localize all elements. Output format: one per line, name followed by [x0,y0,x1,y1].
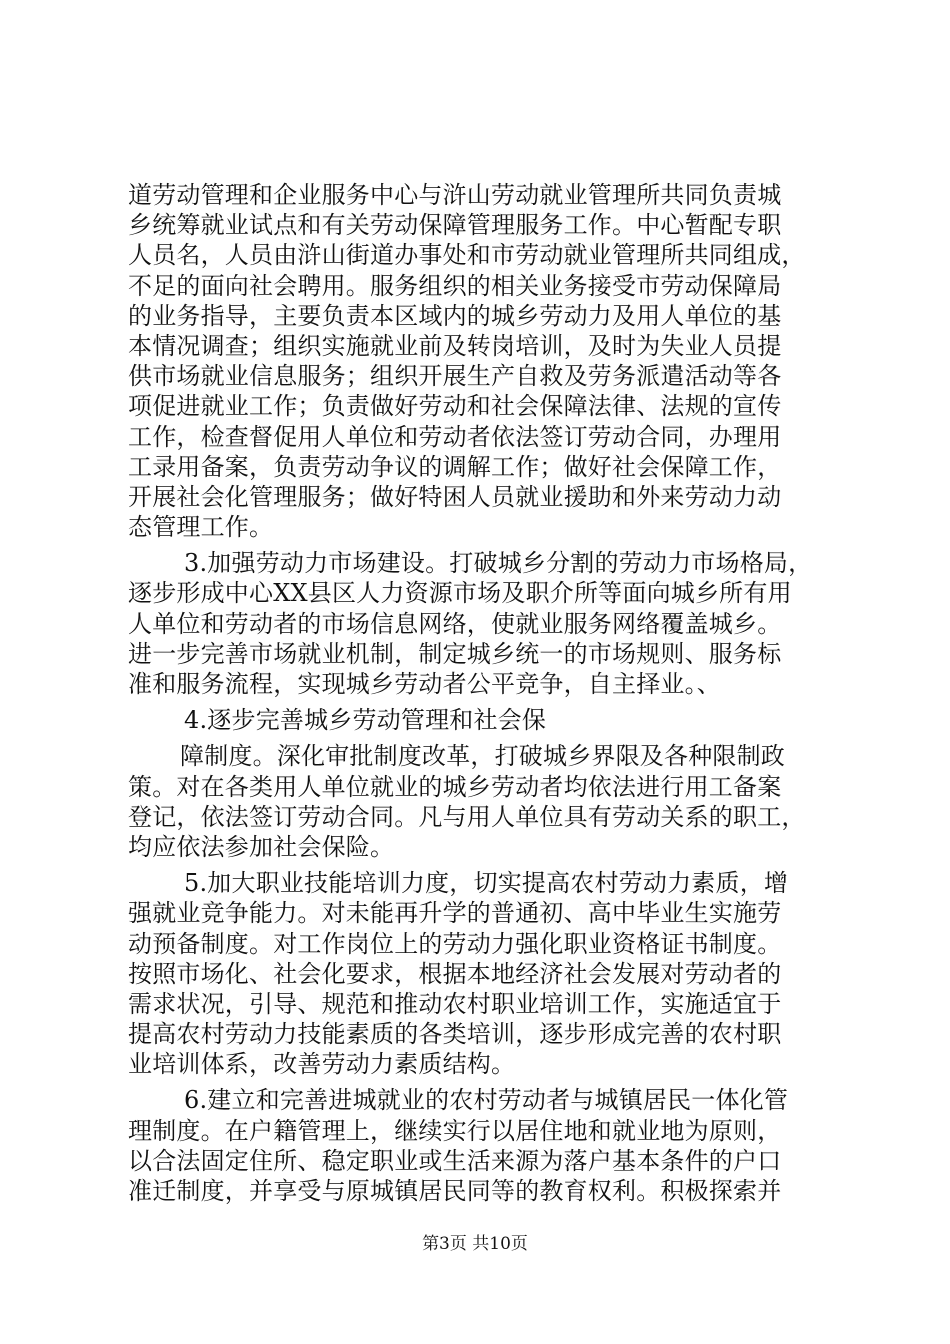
paragraph-6-start: 6.建立和完善进城就业的农村劳动者与城镇居民一体化管 [184,1086,789,1115]
paragraph-3-start: 3.加强劳动力市场建设。打破城乡分割的劳动力市场格局， [184,549,813,578]
text-line: 人员名，人员由浒山街道办事处和市劳动就业管理所共同组成， [128,241,806,270]
text-line: 进一步完善市场就业机制，制定城乡统一的市场规则、服务标 [128,639,782,668]
text-line: 本情况调查；组织实施就业前及转岗培训，及时为失业人员提 [128,331,782,360]
page-number-footer: 第3页 共10页 [422,1234,528,1254]
text-line: 策。对在各类用人单位就业的城乡劳动者均依法进行用工备案 [128,772,782,801]
text-line: 均应依法参加社会保险。 [128,832,395,861]
text-line: 不足的面向社会聘用。服务组织的相关业务接受市劳动保障局 [128,271,782,300]
text-line: 登记，依法签订劳动合同。凡与用人单位具有劳动关系的职工， [128,802,806,831]
text-line: 开展社会化管理服务；做好特困人员就业援助和外来劳动力动 [128,482,782,511]
text-line: 的业务指导，主要负责本区域内的城乡劳动力及用人单位的基 [128,301,782,330]
text-line: 需求状况，引导、规范和推动农村职业培训工作，实施适宜于 [128,989,782,1018]
text-line: 业培训体系，改善劳动力素质结构。 [128,1050,516,1079]
document-body [128,180,838,1206]
paragraph-4-start: 障制度。深化审批制度改革，打破城乡界限及各种限制政 [180,742,785,771]
text-line: 态管理工作。 [128,513,274,542]
text-line: 供市场就业信息服务；组织开展生产自救及劳务派遣活动等各 [128,362,782,391]
text-line: 理制度。在户籍管理上，继续实行以居住地和就业地为原则， [128,1116,782,1145]
text-line: 以合法固定住所、稳定职业或生活来源为落户基本条件的户口 [128,1146,782,1175]
text-line: 乡统筹就业试点和有关劳动保障管理服务工作。中心暂配专职 [128,211,782,240]
paragraph-4-heading: 4.逐步完善城乡劳动管理和社会保 [184,706,547,735]
text-line: 工录用备案，负责劳动争议的调解工作；做好社会保障工作， [128,452,782,481]
text-line: 按照市场化、社会化要求，根据本地经济社会发展对劳动者的 [128,959,782,988]
paragraph-5-start: 5.加大职业技能培训力度，切实提高农村劳动力素质，增 [184,869,789,898]
text-line: 逐步形成中心XX县区人力资源市场及职介所等面向城乡所有用 [128,579,792,608]
text-line: 准和服务流程，实现城乡劳动者公平竞争，自主择业。、 [128,670,721,698]
text-line: 道劳动管理和企业服务中心与浒山劳动就业管理所共同负责城 [128,181,782,209]
text-line: 提高农村劳动力技能素质的各类培训，逐步形成完善的农村职 [128,1020,782,1049]
text-line: 人单位和劳动者的市场信息网络，使就业服务网络覆盖城乡。 [128,609,782,638]
text-line: 强就业竞争能力。对未能再升学的普通初、高中毕业生实施劳 [128,899,782,928]
text-line: 项促进就业工作；负责做好劳动和社会保障法律、法规的宣传 [128,392,782,421]
text-line: 准迁制度，并享受与原城镇居民同等的教育权利。积极探索并 [128,1177,782,1205]
text-line: 工作，检查督促用人单位和劳动者依法签订劳动合同，办理用 [128,422,782,451]
text-line: 动预备制度。对工作岗位上的劳动力强化职业资格证书制度。 [128,929,782,958]
